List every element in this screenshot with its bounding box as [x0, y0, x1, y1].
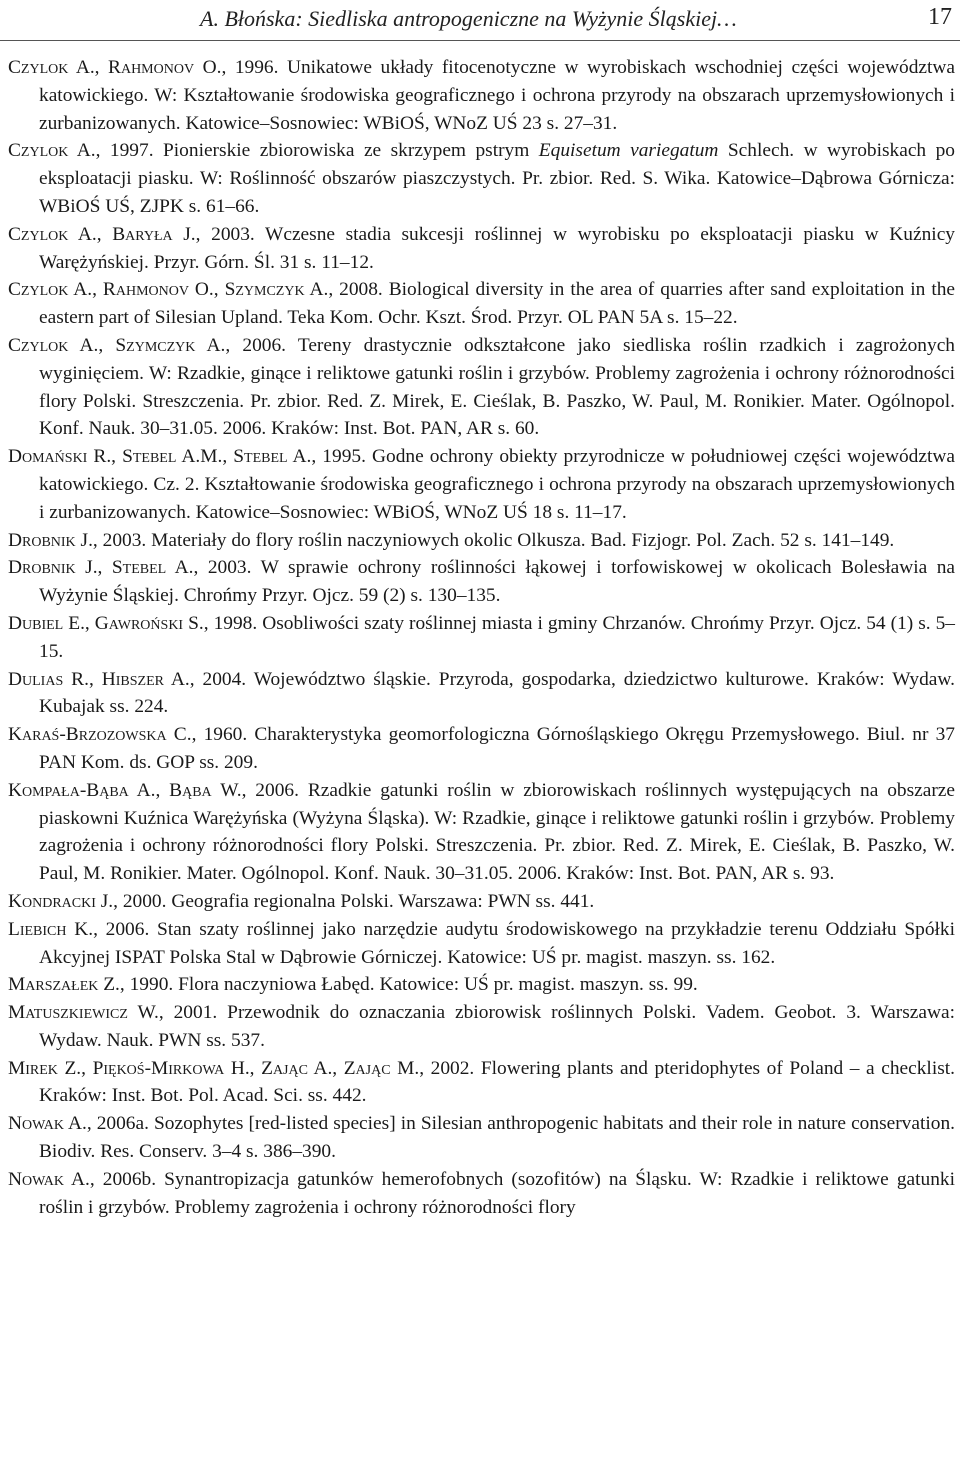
reference-entry [8, 971, 955, 999]
species-name: Equisetum variegatum [538, 140, 719, 162]
reference-list [8, 54, 955, 1221]
reference-entry [8, 1055, 955, 1111]
reference-entry [8, 554, 955, 610]
reference-authors: Drobnik J., Stebel A. [8, 557, 194, 579]
reference-authors: Domański R., Stebel A.M., Stebel A. [8, 446, 312, 468]
reference-text: , 2008. Biological diversity in the area of quarries after sand exploitation in the eastern part of Silesian Upland. Teka Kom. Ochr. Kszt. Środ. Przyr. OL PAN 5A s. 15–22. [39, 279, 956, 329]
reference-text: , 2003. Wczesne stadia sukcesji roślinnej w wyrobisku po eksploatacji piasku w Kuźnicy Warężyńskiej. Przyr. Górn. Śl. 31 s. 11–12. [39, 223, 955, 273]
reference-entry [8, 332, 955, 443]
reference-text: , 2004. Województwo śląskie. Przyroda, gospodarka, dziedzictwo kulturowe. Kraków: Wydaw. Kubajak ss. 224. [39, 668, 955, 718]
reference-authors: Liebich K. [8, 918, 94, 940]
reference-text: , 2002. Flowering plants and pteridophytes of Poland – a checklist. Kraków: Inst. Bot. Pol. Acad. Sci. ss. 442. [39, 1057, 955, 1107]
reference-entry [8, 527, 955, 555]
reference-entry [8, 1110, 955, 1166]
reference-text: , 2006. Stan szaty roślinnej jako narzędzie audytu środowiskowego na przykładzie terenu Oddziału Spółki Akcyjnej ISPAT Polska Stal w Dąbrowie Górniczej. Katowice: UŚ pr. magist. maszyn. ss. 162. [39, 918, 955, 968]
reference-authors: Mirek Z., Piękoś-Mirkowa H., Zając A., Zając M. [8, 1057, 420, 1079]
page-number: 17 [928, 4, 952, 30]
reference-authors: Matuszkiewicz W. [8, 1002, 159, 1024]
reference-entry [8, 888, 955, 916]
reference-entry [8, 1166, 955, 1222]
reference-text: , 1998. Osobliwości szaty roślinnej miasta i gminy Chrzanów. Chrońmy Przyr. Ojcz. 54 (1) s. 5–15. [39, 612, 956, 662]
reference-authors: Dulias R., Hibszer A. [8, 668, 190, 690]
reference-entry [8, 137, 955, 220]
reference-entry [8, 221, 955, 277]
reference-authors: Nowak A. [8, 1113, 87, 1135]
reference-entry [8, 999, 955, 1055]
reference-authors: Kondracki J. [8, 890, 114, 912]
reference-text: , 1996. Unikatowe układy fitocenotyczne w wyrobiskach wschodniej części województwa katowickiego. W: Kształtowanie środowiska geograficznego i ochrona przyrody na obszarach uprzemysłowionych i zurbanizowanych. Katowice–Sosnowiec: WBiOŚ, WNoZ UŚ 23 s. 27–31. [39, 57, 956, 134]
reference-text: , 2003. Materiały do flory roślin naczyniowych okolic Olkusza. Bad. Fizjogr. Pol. Zach. 52 s. 141–149. [92, 529, 895, 551]
header-divider [0, 40, 960, 41]
reference-text: , 2006. Rzadkie gatunki roślin w zbiorowiskach roślinnych występujących na obszarze piaskowni Kuźnica Warężyńska (Wyżyna Śląska). W: Rzadkie, ginące i reliktowe gatunki roślin i grzybów. Problemy zagrożenia i ochrony różnorodności flory Polski. Streszczenia. Pr. zbior. Red. Z. Mirek, E. Cieślak, B. Paszko, W. Paul, M. Ronikier. Mater. Ogólnopol. Konf. Nauk. 30–31.05. 2006. Kraków: Inst. Bot. PAN, AR s. 93. [39, 779, 956, 885]
reference-entry [8, 916, 955, 972]
reference-text: , 2003. W sprawie ochrony roślinności łąkowej i torfowiskowej w okolicach Bolesławia na Wyżynie Śląskiej. Chrońmy Przyr. Ojcz. 59 (2) s. 130–135. [39, 557, 955, 607]
reference-entry [8, 721, 955, 777]
reference-text: , 2001. Przewodnik do oznaczania zbiorowisk roślinnych Polski. Vadem. Geobot. 3. Warszawa: Wydaw. Nauk. PWN ss. 537. [39, 1002, 955, 1051]
reference-text: , 1997. Pionierskie zbiorowiska ze skrzypem pstrym [95, 140, 539, 162]
reference-authors: Dubiel E., Gawroński S. [8, 612, 204, 634]
reference-text: , 2006b. Synantropizacja gatunków hemerofobnych (sozofitów) na Śląsku. W: Rzadkie i reliktowe gatunki roślin i grzybów. Problemy zagrożenia i ochrony różnorodności flory [39, 1168, 956, 1218]
reference-text: , 2006. Tereny drastycznie odkształcone jako siedliska roślin rzadkich i zagrożonych wyginięciem. W: Rzadkie, ginące i reliktowe gatunki roślin i grzybów. Problemy zagrożenia i ochrony różnorodności flory Polski. Streszczenia. Pr. zbior. Red. Z. Mirek, E. Cieślak, B. Paszko, W. Paul, M. Ronikier. Mater. Ogólnopol. Konf. Nauk. 30–31.05. 2006. Kraków: Inst. Bot. PAN, AR s. 60. [39, 334, 955, 440]
reference-entry [8, 610, 955, 666]
reference-entry [8, 54, 955, 137]
reference-authors: Drobnik J. [8, 529, 93, 551]
running-header [0, 0, 960, 45]
reference-authors: Kompała-Bąba A., Bąba W. [8, 779, 242, 801]
reference-text: , 1995. Godne ochrony obiekty przyrodnicze w południowej części województwa katowickiego. Cz. 2. Kształtowanie środowiska geograficznego i ochrona przyrody na obszarach uprzemysłowionych i zurbanizowanych. Katowice–Sosnowiec: WBiOŚ, WNoZ UŚ 18 s. 11–17. [39, 446, 955, 523]
running-title: A. Błońska: Siedliska antropogeniczne na Wyżynie Śląskiej… [200, 6, 737, 31]
reference-authors: Czylok A., Baryła J. [8, 223, 196, 245]
reference-entry [8, 276, 955, 332]
reference-text: , 2000. Geografia regionalna Polski. Warszawa: PWN ss. 441. [113, 890, 595, 912]
reference-entry [8, 777, 955, 888]
reference-authors: Czylok A., Szymczyk A. [8, 334, 226, 356]
reference-authors: Karaś-Brzozowska C. [8, 724, 192, 746]
reference-authors: Marszałek Z. [8, 974, 120, 996]
reference-authors: Nowak A. [8, 1168, 90, 1190]
reference-authors: Czylok A., Rahmonov O., Szymczyk A. [8, 279, 329, 301]
reference-text: , 1990. Flora naczyniowa Łabęd. Katowice: UŚ pr. magist. maszyn. ss. 99. [119, 974, 698, 996]
reference-entry [8, 666, 955, 722]
reference-text-continued: Schlech. w wyrobiskach po eksploatacji piasku. W: Roślinność obszarów piaszczystych. Pr. zbior. Red. S. Wika. Katowice–Dąbrowa Górnicza: WBiOŚ UŚ, ZJPK s. 61–66. [39, 140, 955, 217]
reference-authors: Czylok A. [8, 140, 96, 162]
reference-text: , 1960. Charakterystyka geomorfologiczna Górnośląskiego Okręgu Przemysłowego. Biul. nr 37 PAN Kom. ds. GOP ss. 209. [39, 724, 955, 773]
reference-text: , 2006a. Sozophytes [red-listed species] in Silesian anthropogenic habitats and their role in nature conservation. Biodiv. Res. Conserv. 3–4 s. 386–390. [39, 1113, 955, 1163]
reference-authors: Czylok A., Rahmonov O. [8, 57, 222, 78]
reference-entry [8, 443, 955, 526]
